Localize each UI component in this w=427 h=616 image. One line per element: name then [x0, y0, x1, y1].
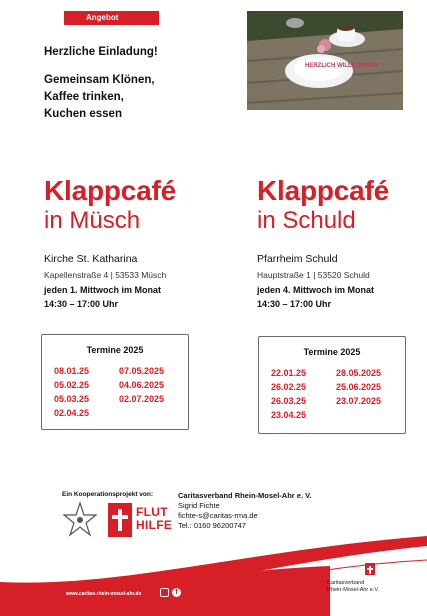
cafe-muesch-time: 14:30 – 17:00 Uhr [44, 299, 119, 309]
termine-schuld [258, 336, 406, 434]
date-item: 04.06.2025 [119, 380, 165, 390]
date-item: 28.05.2025 [336, 368, 382, 378]
cafe-schuld-title: Klappcafé [257, 175, 390, 206]
facebook-icon[interactable]: f [172, 588, 181, 597]
date-item: 05.02.25 [54, 380, 90, 390]
date-item: 26.02.25 [271, 382, 307, 392]
svg-text:HERZLICH WILLKOMMEN: HERZLICH WILLKOMMEN [305, 63, 379, 69]
cafe-schuld-time: 14:30 – 17:00 Uhr [257, 299, 332, 309]
cafe-schuld-place: Pfarrheim Schuld [257, 253, 338, 265]
caritas-logo-icon [108, 503, 132, 537]
cafe-muesch-title: Klappcafé [44, 175, 177, 206]
date-item: 26.03.25 [271, 396, 307, 406]
termine-schuld-dates [259, 357, 405, 421]
organization-name: Caritasverband Rhein-Mosel-Ahr e. V. [178, 491, 312, 500]
cafe-schuld [257, 176, 427, 310]
contact-phone: Tel.: 0160 96200747 [178, 521, 246, 530]
website-link[interactable]: www.caritas-rhein-mosel-ahr.de [66, 591, 142, 597]
date-item: 02.07.2025 [119, 394, 165, 404]
termine-muesch [41, 334, 189, 430]
cafe-muesch-location: in Müsch [44, 207, 141, 234]
cafe-muesch-schedule: jeden 1. Mittwoch im Monat [44, 285, 162, 295]
cafe-muesch-address: Kapellenstraße 4 | 53533 Müsch [44, 270, 167, 280]
organization-contact [178, 491, 312, 531]
cross-star-logo-icon [62, 501, 98, 541]
date-item: 23.04.25 [271, 410, 307, 420]
cafe-schuld-location: in Schuld [257, 207, 356, 234]
date-item: 05.03.25 [54, 394, 90, 404]
cafe-schuld-address: Hauptstraße 1 | 53520 Schuld [257, 270, 370, 280]
cafe-schuld-schedule: jeden 4. Mittwoch im Monat [257, 285, 375, 295]
caritas-small-line1: Caritasverband [327, 580, 365, 586]
caritas-small-name [327, 580, 379, 594]
footer-swoosh [0, 530, 427, 616]
intro-line-1: Gemeinsam Klönen, [44, 74, 155, 86]
caritas-small-line2: Rhein-Mosel-Ahr e.V. [327, 587, 380, 593]
cafe-muesch [44, 176, 219, 310]
offer-badge: Angebot [64, 11, 159, 25]
date-item: 02.04.25 [54, 408, 90, 418]
intro-line-2: Kaffee trinken, [44, 91, 124, 103]
cafe-muesch-place: Kirche St. Katharina [44, 253, 138, 265]
coffee-photo-illustration [247, 11, 403, 110]
intro-text [44, 44, 158, 123]
cooperation-label: Ein Kooperationsprojekt von: [62, 491, 154, 498]
termine-schuld-heading: Termine 2025 [303, 347, 361, 357]
date-item: 25.06.2025 [336, 382, 382, 392]
termine-muesch-dates [42, 355, 188, 419]
contact-name: Sigrid Fichte [178, 501, 220, 510]
intro-line-3: Kuchen essen [44, 108, 122, 120]
date-item: 22.01.25 [271, 368, 307, 378]
date-item: 07.05.2025 [119, 366, 165, 376]
plate-card-text [305, 63, 379, 69]
termine-muesch-heading: Termine 2025 [86, 345, 144, 355]
date-item: 08.01.25 [54, 366, 90, 376]
caritas-small-logo-icon [365, 563, 375, 575]
fluthilfe-logo: FLUT HILFE [136, 505, 173, 532]
coffee-photo [247, 11, 403, 110]
instagram-icon[interactable] [160, 588, 169, 597]
contact-email: fichte-s@caritas-rma.de [178, 511, 258, 520]
date-item: 23.07.2025 [336, 396, 382, 406]
greeting: Herzliche Einladung! [44, 46, 158, 58]
